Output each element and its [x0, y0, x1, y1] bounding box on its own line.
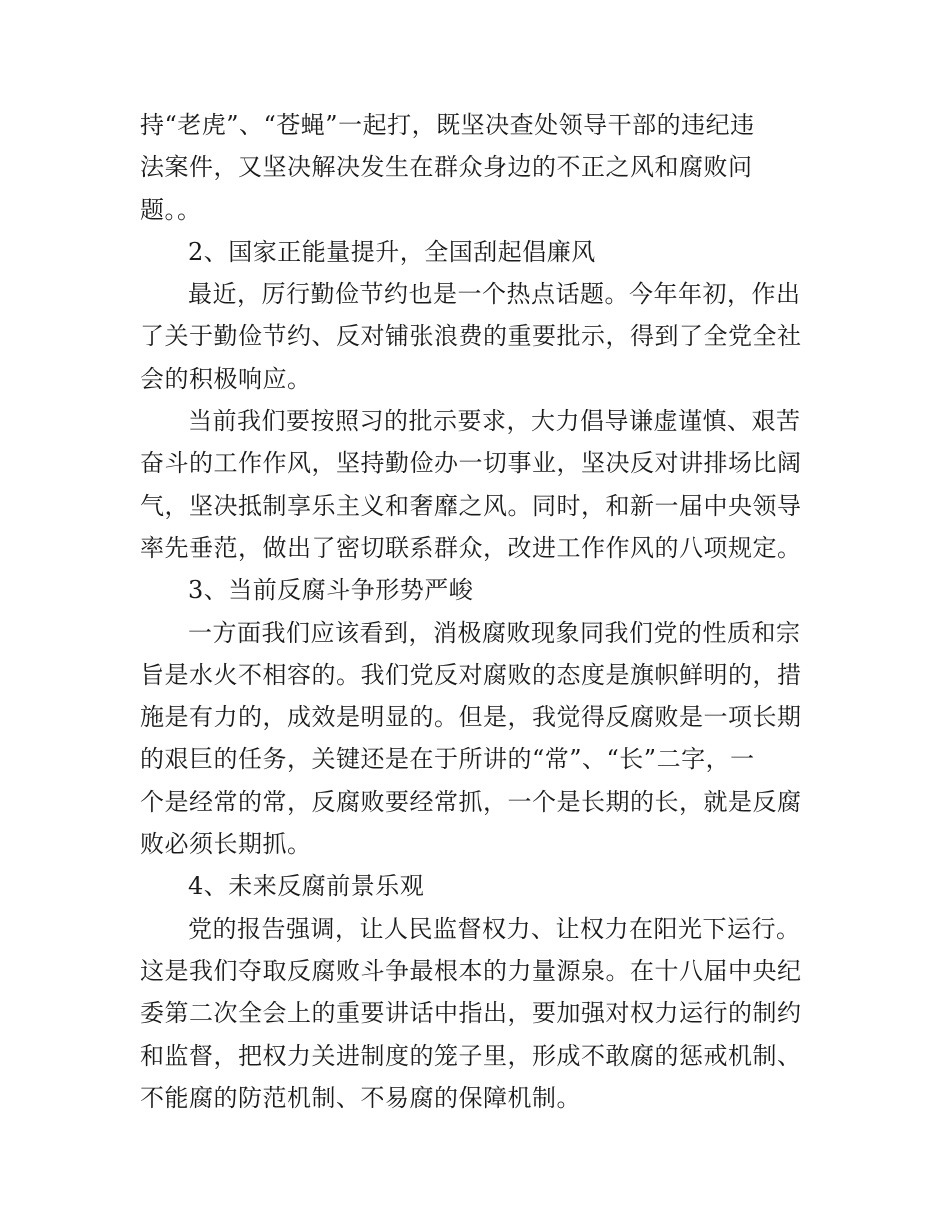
text-line: 委第二次全会上的重要讲话中指出，要加强对权力运行的制约: [140, 999, 802, 1028]
text-line: 一方面我们应该看到，消极腐败现象同我们党的性质和宗: [188, 618, 801, 647]
text-line: 题。。: [140, 195, 202, 224]
text-line: 败必须长期抓。: [140, 830, 312, 859]
text-line: 党的报告强调，让人民监督权力、让权力在阳光下运行。: [188, 914, 801, 943]
text-line: 和监督，把权力关进制度的笼子里，形成不敢腐的惩戒机制、: [140, 1041, 802, 1070]
text-line: 持“老虎”、“苍蝇”一起打，既坚决查处领导干部的违纪违: [140, 111, 755, 139]
text-line: 奋斗的工作作风，坚持勤俭办一切事业，坚决反对讲排场比阔: [140, 449, 802, 478]
text-line: 会的积极响应。: [140, 364, 312, 393]
text-line: 法案件，又坚决解决发生在群众身边的不正之风和腐败问: [140, 153, 753, 182]
text-line: 率先垂范，做出了密切联系群众，改进工作作风的八项规定。: [140, 533, 802, 562]
document-body: [140, 104, 812, 1119]
text-line: 当前我们要按照习的批示要求，大力倡导谦虚谨慎、艰苦: [188, 407, 801, 436]
text-line: 气，坚决抵制享乐主义和奢靡之风。同时，和新一届中央领导: [140, 491, 802, 520]
text-line: 施是有力的，成效是明显的。但是，我觉得反腐败是一项长期: [140, 703, 802, 732]
text-line: 不能腐的防范机制、不易腐的保障机制。: [140, 1083, 581, 1112]
text-line: 最近，厉行勤俭节约也是一个热点话题。今年年初，作出: [188, 280, 801, 309]
text-line: 旨是水火不相容的。我们党反对腐败的态度是旗帜鲜明的，措: [140, 660, 802, 689]
text-line: 了关于勤俭节约、反对铺张浪费的重要批示，得到了全党全社: [140, 322, 802, 351]
section-heading-4: 4、未来反腐前景乐观: [188, 872, 425, 901]
section-heading-2: 2、国家正能量提升，全国刮起倡廉风: [188, 237, 596, 266]
section-heading-3: 3、当前反腐斗争形势严峻: [188, 576, 474, 605]
text-line: 这是我们夺取反腐败斗争最根本的力量源泉。在十八届中央纪: [140, 956, 802, 985]
text-line: 个是经常的常，反腐败要经常抓，一个是长期的长，就是反腐: [140, 787, 802, 816]
text-line: 的艰巨的任务，关键还是在于所讲的“常”、“长”二字，一: [140, 745, 755, 774]
